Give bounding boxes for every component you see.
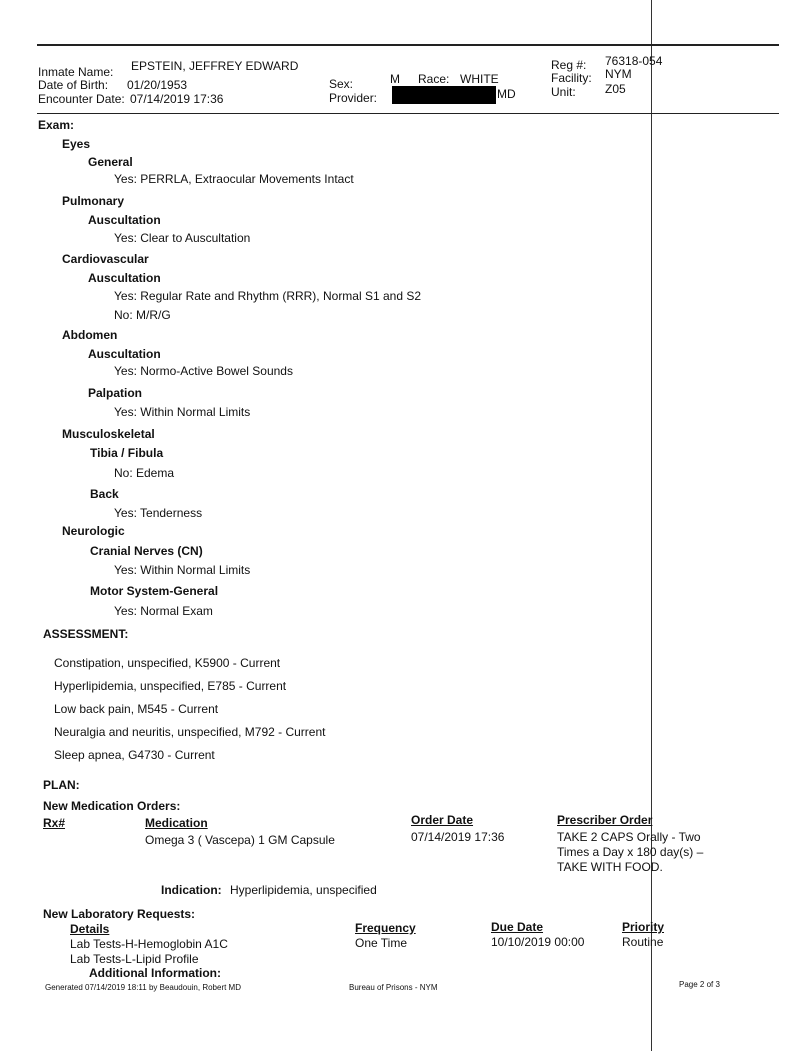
exam-abd-auscultation: Auscultation: [88, 347, 161, 361]
header-top-rule: [37, 44, 779, 46]
provider-label: Provider:: [329, 91, 378, 105]
sex: M: [390, 72, 400, 86]
col-medication: Medication: [145, 816, 208, 830]
encounter-date: 07/14/2019 17:36: [130, 92, 224, 106]
col-order-date: Order Date: [411, 813, 474, 827]
exam-eyes-general-yes: Yes: PERRLA, Extraocular Movements Intact: [114, 172, 354, 186]
prescriber-line-2: Times a Day x 180 day(s) –: [557, 845, 704, 859]
footer-bureau: Bureau of Prisons - NYM: [349, 983, 438, 992]
facility-label: Facility:: [551, 71, 592, 85]
reg-label: Reg #:: [551, 58, 587, 72]
exam-pulmonary: Pulmonary: [62, 194, 125, 208]
assessment-item: Hyperlipidemia, unspecified, E785 - Current: [54, 679, 287, 693]
exam-msk-tibia: Tibia / Fibula: [90, 446, 164, 460]
assessment-item: Constipation, unspecified, K5900 - Current: [54, 656, 281, 670]
assessment-item: Low back pain, M545 - Current: [54, 702, 219, 716]
reg-number: 76318-054: [605, 54, 663, 68]
additional-information: Additional Information:: [89, 966, 221, 980]
exam-cardio-auscultation: Auscultation: [88, 271, 161, 285]
exam-neuro-motor-yes: Yes: Normal Exam: [114, 604, 213, 618]
col-details: Details: [70, 922, 110, 936]
unit: Z05: [605, 82, 626, 96]
exam-abd-palpation: Palpation: [88, 386, 143, 400]
exam-msk-tibia-no: No: Edema: [114, 466, 175, 480]
exam-abd-auscultation-yes: Yes: Normo-Active Bowel Sounds: [114, 364, 293, 378]
race: WHITE: [460, 72, 499, 86]
lab-item: Lab Tests-H-Hemoglobin A1C: [70, 937, 228, 951]
assessment-item: Neuralgia and neuritis, unspecified, M792 - Current: [54, 725, 326, 739]
order-date: 07/14/2019 17:36: [411, 830, 505, 844]
prescriber-line-1: TAKE 2 CAPS Orally - Two: [557, 830, 701, 844]
prescriber-line-3: TAKE WITH FOOD.: [557, 860, 663, 874]
exam-title: Exam:: [38, 118, 75, 132]
exam-musculoskeletal: Musculoskeletal: [62, 427, 155, 441]
encounter-date-label: Encounter Date:: [38, 92, 125, 106]
lab-requests-title: New Laboratory Requests:: [43, 907, 196, 921]
dob-label: Date of Birth:: [38, 78, 109, 92]
footer-generated: Generated 07/14/2019 18:11 by Beaudouin, Robert MD: [45, 983, 241, 992]
col-prescriber-order: Prescriber Order: [557, 813, 653, 827]
exam-neuro-cranial-yes: Yes: Within Normal Limits: [114, 563, 251, 577]
col-priority: Priority: [622, 920, 665, 934]
assessment-item: Sleep apnea, G4730 - Current: [54, 748, 215, 762]
lab-item: Lab Tests-L-Lipid Profile: [70, 952, 199, 966]
unit-label: Unit:: [551, 85, 576, 99]
lab-due-date: 10/10/2019 00:00: [491, 935, 585, 949]
inmate-name-label: Inmate Name:: [38, 65, 114, 79]
provider-suffix: MD: [497, 87, 516, 101]
header-bottom-rule: [37, 113, 779, 114]
dob: 01/20/1953: [127, 78, 188, 92]
exam-msk-back: Back: [90, 487, 119, 501]
footer-page: Page 2 of 3: [679, 980, 720, 989]
exam-neurologic: Neurologic: [62, 524, 125, 538]
col-due-date: Due Date: [491, 920, 544, 934]
exam-cardio-yes: Yes: Regular Rate and Rhythm (RRR), Normal S1 and S2: [114, 289, 422, 303]
exam-abd-palpation-yes: Yes: Within Normal Limits: [114, 405, 251, 419]
exam-abdomen: Abdomen: [62, 328, 118, 342]
col-frequency: Frequency: [355, 921, 416, 935]
plan-title: PLAN:: [43, 778, 80, 792]
col-rx: Rx#: [43, 816, 66, 830]
lab-priority: Routine: [622, 935, 664, 949]
exam-pulm-auscultation: Auscultation: [88, 213, 161, 227]
provider-redaction: [392, 86, 496, 104]
scan-line: [651, 0, 652, 1051]
assessment-title: ASSESSMENT:: [43, 627, 129, 641]
exam-msk-back-yes: Yes: Tenderness: [114, 506, 203, 520]
med-orders-title: New Medication Orders:: [43, 799, 181, 813]
indication-label: Indication:: [161, 883, 222, 897]
sex-label: Sex:: [329, 77, 354, 91]
medication-name: Omega 3 ( Vascepa) 1 GM Capsule: [145, 833, 335, 847]
facility: NYM: [605, 67, 632, 81]
exam-pulm-auscultation-yes: Yes: Clear to Auscultation: [114, 231, 251, 245]
exam-eyes-general: General: [88, 155, 133, 169]
exam-neuro-motor: Motor System-General: [90, 584, 219, 598]
inmate-name: EPSTEIN, JEFFREY EDWARD: [131, 59, 299, 73]
race-label: Race:: [418, 72, 450, 86]
exam-cardio-no: No: M/R/G: [114, 308, 171, 322]
exam-eyes: Eyes: [62, 137, 91, 151]
lab-frequency: One Time: [355, 936, 408, 950]
exam-cardiovascular: Cardiovascular: [62, 252, 149, 266]
exam-neuro-cranial: Cranial Nerves (CN): [90, 544, 203, 558]
indication-value: Hyperlipidemia, unspecified: [230, 883, 377, 897]
